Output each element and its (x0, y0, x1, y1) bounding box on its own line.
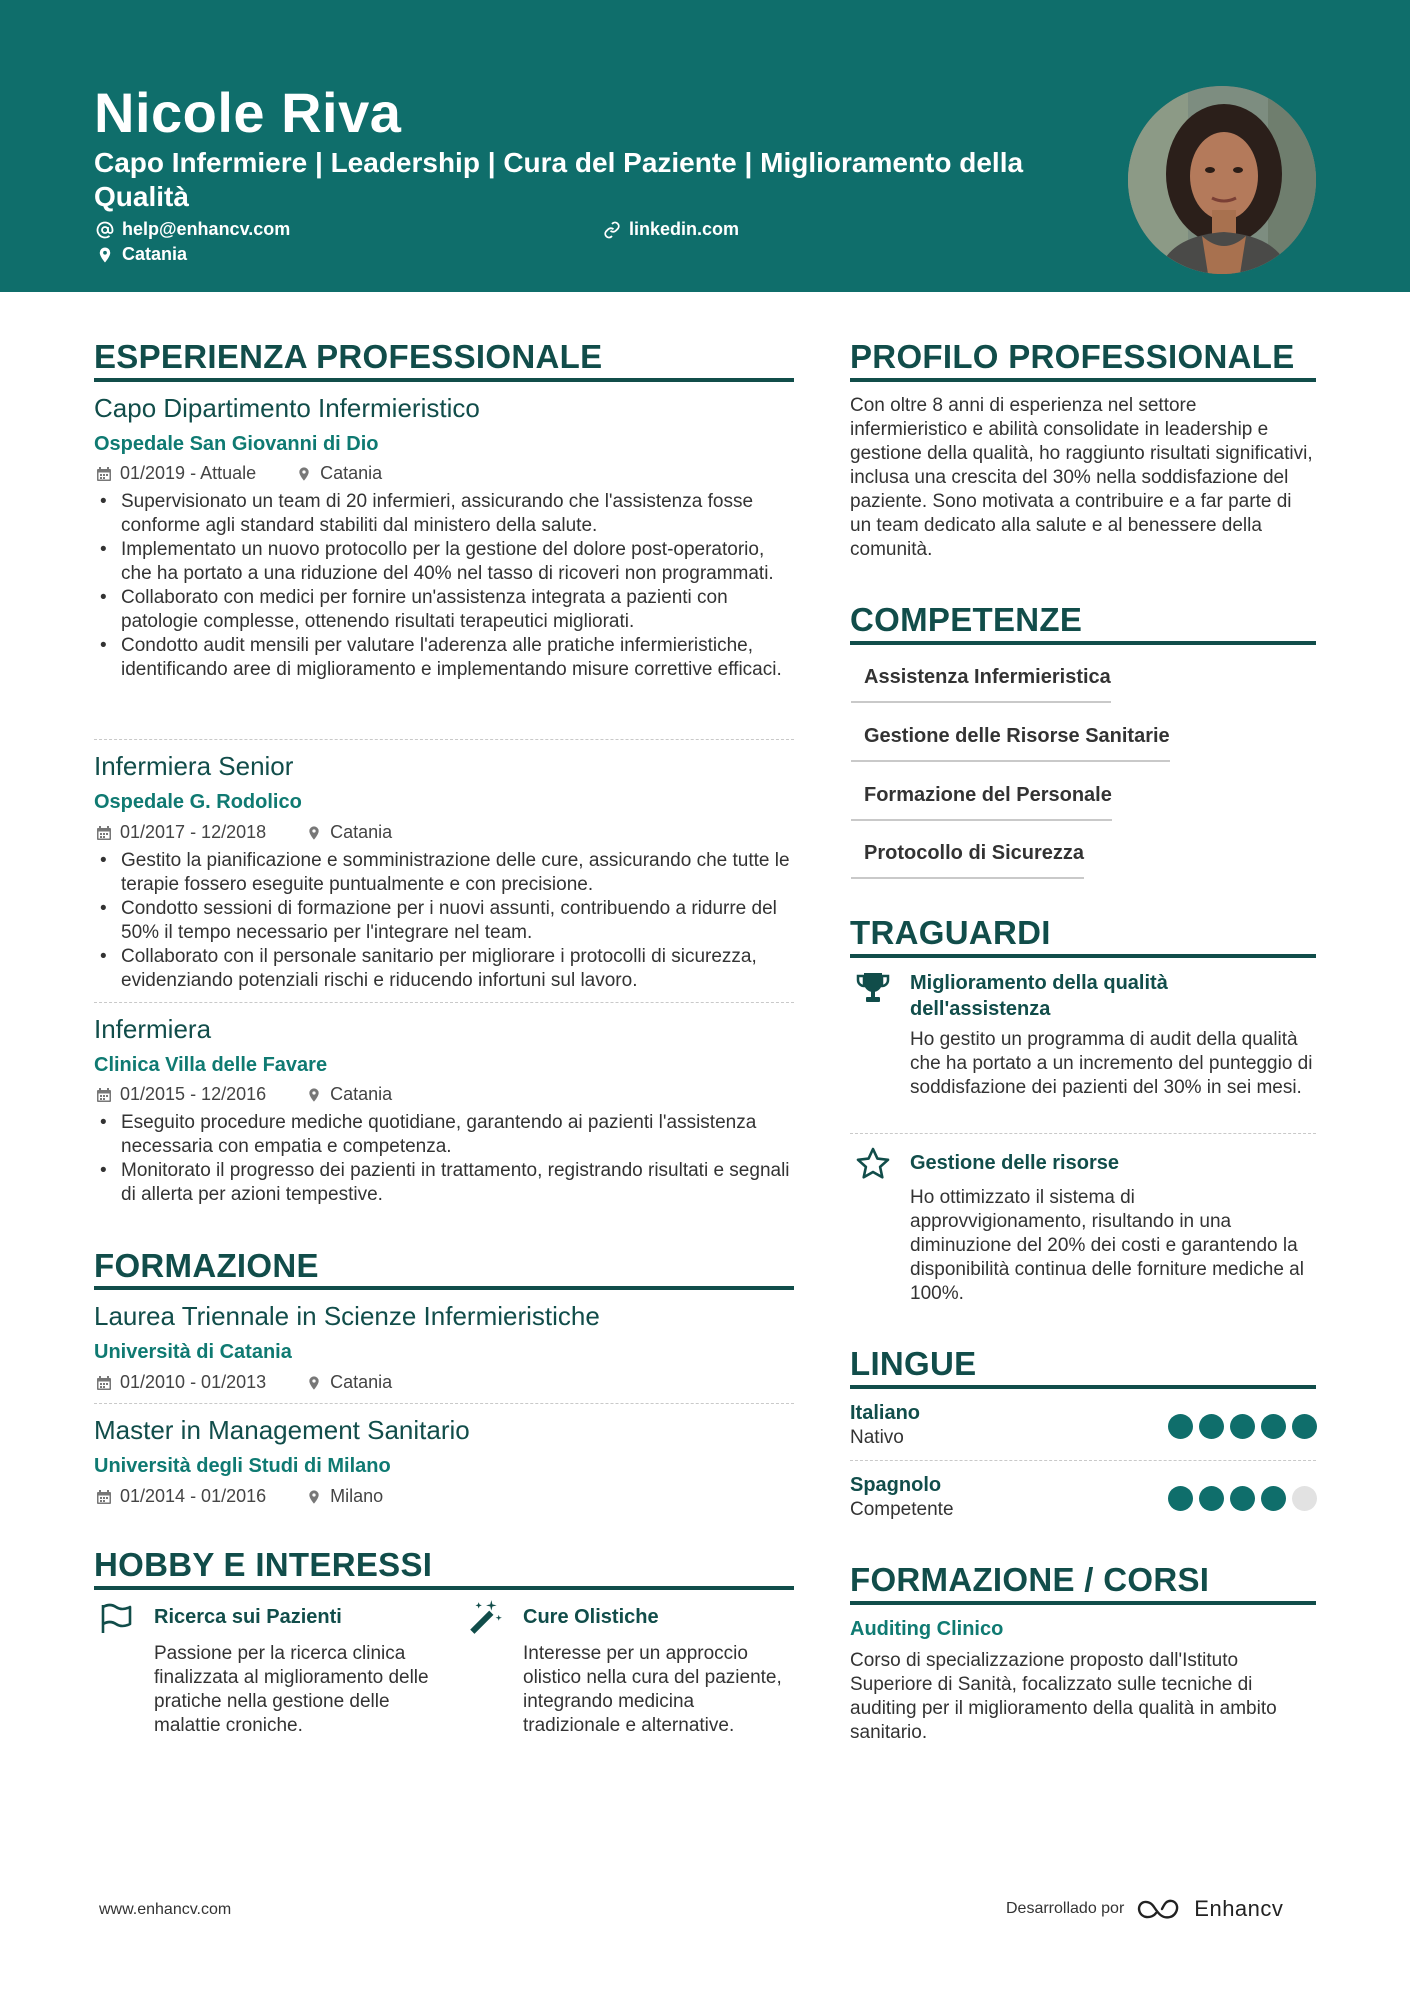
candidate-subtitle: Capo Infermiere | Leadership | Cura del Paziente | Miglioramento della Qualità (94, 147, 1024, 212)
achievement-text: Ho ottimizzato il sistema di approvvigionamento, risultando in una diminuzione del 20% dei costi e garantendo la disponibilità continua delle forniture mediche al 100%. (910, 1187, 1304, 1304)
email-text: help@enhancv.com (122, 219, 291, 239)
job-bullets (94, 849, 794, 993)
link-icon (603, 221, 621, 239)
course-text: Corso di specializzazione proposto dall'Istituto Superiore di Sanità, focalizzato sulle tecniche di auditing per il miglioramento della qualità in ambito sanitario. (850, 1650, 1277, 1743)
list-item: • Collaborato con il personale sanitario per migliorare i protocolli di sicurezza, evidenziando potenziali rischi e riducendo infortuni sul lavoro. (94, 945, 794, 993)
list-item: • Supervisionato un team di 20 infermieri, assicurando che l'assistenza fosse conforme agli standard stabiliti dal ministero della salute. (94, 490, 794, 538)
candidate-name: Nicole Riva (94, 81, 402, 144)
experience-title: ESPERIENZA PROFESSIONALE (94, 338, 603, 375)
hobby-title: Ricerca sui Pazienti (154, 1606, 342, 1628)
job-location: Catania (330, 822, 393, 842)
rating-dot-filled (1230, 1486, 1255, 1511)
job-role: Infermiera Senior (94, 751, 294, 781)
achievements-title: TRAGUARDI (850, 914, 1051, 951)
achievement-text: Ho gestito un programma di audit della qualità che ha portato a un incremento del punteggio di soddisfazione dei pazienti del 30% in sei mesi. (910, 1029, 1313, 1098)
profile-rule (850, 378, 1316, 382)
hobbies-rule (94, 1586, 794, 1590)
avatar (1128, 86, 1316, 274)
divider (94, 1403, 794, 1404)
job-role: Capo Dipartimento Infermieristico (94, 393, 480, 423)
rating-dot-filled (1199, 1486, 1224, 1511)
calendar-icon (96, 1375, 112, 1391)
rating-dot-filled (1199, 1414, 1224, 1439)
languages-rule (850, 1385, 1316, 1389)
rating-dot-empty (1292, 1486, 1317, 1511)
list-item: • Condotto audit mensili per valutare l'aderenza alle pratiche infermieristiche, identificando aree di miglioramento e implementando misure correttive efficaci. (94, 634, 794, 682)
education-title: FORMAZIONE (94, 1247, 319, 1284)
location-text: Catania (122, 244, 188, 264)
job-org: Ospedale San Giovanni di Dio (94, 433, 379, 455)
languages-title: LINGUE (850, 1345, 977, 1382)
divider (850, 1133, 1316, 1134)
job-org: Clinica Villa delle Favare (94, 1054, 328, 1076)
map-pin-icon (306, 825, 322, 841)
calendar-icon (96, 466, 112, 482)
education-degree: Laurea Triennale in Scienze Infermieristiche (94, 1301, 600, 1331)
list-item: • Implementato un nuovo protocollo per la gestione del dolore post-operatorio, che ha portato a una riduzione del 40% nel tasso di ricoveri non programmati. (94, 538, 794, 586)
email-contact[interactable] (96, 219, 290, 240)
linkedin-contact[interactable] (603, 219, 739, 240)
achievements-rule (850, 954, 1316, 958)
star-icon (855, 1146, 891, 1182)
job-dates: 01/2015 - 12/2016 (120, 1084, 267, 1104)
skill-tag: Formazione del Personale (851, 784, 1112, 821)
map-pin-icon (296, 466, 312, 482)
education-degree: Master in Management Sanitario (94, 1415, 470, 1445)
divider (850, 1460, 1316, 1461)
rating-dot-filled (1292, 1414, 1317, 1439)
list-item: • Monitorato il progresso dei pazienti in trattamento, registrando risultati e segnali di allerta per azioni tempestive. (94, 1159, 794, 1207)
footer-website[interactable]: www.enhancv.com (99, 1901, 232, 1918)
language-rating (1168, 1486, 1317, 1511)
job-meta (96, 463, 382, 484)
list-item: • Gestito la pianificazione e somministrazione delle cure, assicurando che tutte le terapie fossero eseguite puntualmente e con precisione. (94, 849, 794, 897)
profile-title: PROFILO PROFESSIONALE (850, 338, 1295, 375)
job-dates: 01/2019 - Attuale (120, 463, 257, 483)
skill-tag: Assistenza Infermieristica (851, 666, 1111, 703)
rating-dot-filled (1261, 1414, 1286, 1439)
courses-rule (850, 1601, 1316, 1605)
rating-dot-filled (1168, 1414, 1193, 1439)
rating-dot-filled (1230, 1414, 1255, 1439)
job-meta (96, 822, 392, 843)
divider (94, 739, 794, 740)
language-name: Spagnolo (850, 1474, 942, 1496)
job-meta (96, 1084, 392, 1105)
magic-wand-icon (466, 1598, 504, 1636)
footer-branding (1006, 1896, 1283, 1922)
language-rating (1168, 1414, 1317, 1439)
courses-title: FORMAZIONE / CORSI (850, 1561, 1210, 1598)
job-role: Infermiera (94, 1014, 212, 1044)
at-icon (96, 221, 114, 239)
education-dates: 01/2010 - 01/2013 (120, 1372, 267, 1392)
rating-dot-filled (1261, 1486, 1286, 1511)
hobby-text: Passione per la ricerca clinica finalizzata al miglioramento delle pratiche nella gestione delle malattie croniche. (154, 1643, 429, 1736)
skills-title: COMPETENZE (850, 601, 1083, 638)
job-location: Catania (330, 1084, 393, 1104)
language-level: Nativo (850, 1427, 904, 1448)
job-org: Ospedale G. Rodolico (94, 791, 302, 813)
achievement-title: Miglioramento della qualità dell'assistenza (910, 972, 1168, 1020)
linkedin-text: linkedin.com (629, 219, 740, 239)
education-school: Università degli Studi di Milano (94, 1455, 391, 1477)
resume-header (0, 0, 1410, 292)
calendar-icon (96, 1489, 112, 1505)
enhancv-logo-icon (1136, 1897, 1182, 1921)
education-location: Milano (330, 1486, 384, 1506)
job-bullets (94, 490, 794, 682)
map-pin-icon (306, 1087, 322, 1103)
hobby-title: Cure Olistiche (523, 1606, 659, 1628)
map-pin-icon (306, 1375, 322, 1391)
job-location: Catania (320, 463, 383, 483)
experience-rule (94, 378, 794, 382)
brand-name: Enhancv (1194, 1896, 1284, 1921)
list-item: • Collaborato con medici per fornire un'assistenza integrata a pazienti con patologie complesse, ottenendo risultati terapeutici migliorati. (94, 586, 794, 634)
skills-rule (850, 641, 1316, 645)
divider (94, 1002, 794, 1003)
map-pin-icon (96, 246, 114, 264)
education-school: Università di Catania (94, 1341, 292, 1363)
skill-tag: Gestione delle Risorse Sanitarie (851, 725, 1170, 762)
calendar-icon (96, 825, 112, 841)
education-meta (96, 1486, 383, 1507)
map-pin-icon (306, 1489, 322, 1505)
education-meta (96, 1372, 392, 1393)
rating-dot-filled (1168, 1486, 1193, 1511)
language-level: Competente (850, 1499, 954, 1520)
job-bullets (94, 1111, 794, 1207)
list-item: • Condotto sessioni di formazione per i nuovi assunti, contribuendo a ridurre del 50% il tempo necessario per l'integrare nel team. (94, 897, 794, 945)
trophy-icon (855, 970, 891, 1006)
skill-tag: Protocollo di Sicurezza (851, 842, 1084, 879)
education-location: Catania (330, 1372, 393, 1392)
list-item: • Eseguito procedure mediche quotidiane, garantendo ai pazienti l'assistenza necessaria con empatia e competenza. (94, 1111, 794, 1159)
powered-by-text: Desarrollado por (1006, 1900, 1125, 1917)
education-rule (94, 1286, 794, 1290)
location-contact (96, 244, 187, 265)
language-name: Italiano (850, 1402, 921, 1424)
hobbies-title: HOBBY E INTERESSI (94, 1546, 433, 1583)
achievement-title: Gestione delle risorse (910, 1152, 1119, 1174)
profile-text: Con oltre 8 anni di esperienza nel settore infermieristico e abilità consolidate in leadership e gestione della qualità, ho raggiunto risultati significativi, inclusa una crescita del 30% nella soddisfazione del paziente. Sono motivata a contribuire e a far parte di un team dedicato alla salute e al benessere della comunità. (850, 395, 1313, 560)
course-title: Auditing Clinico (850, 1618, 1004, 1640)
calendar-icon (96, 1087, 112, 1103)
flag-icon (98, 1600, 134, 1636)
hobby-text: Interesse per un approccio olistico nella cura del paziente, integrando medicina tradizionale e alternative. (523, 1643, 782, 1736)
job-dates: 01/2017 - 12/2018 (120, 822, 267, 842)
education-dates: 01/2014 - 01/2016 (120, 1486, 267, 1506)
